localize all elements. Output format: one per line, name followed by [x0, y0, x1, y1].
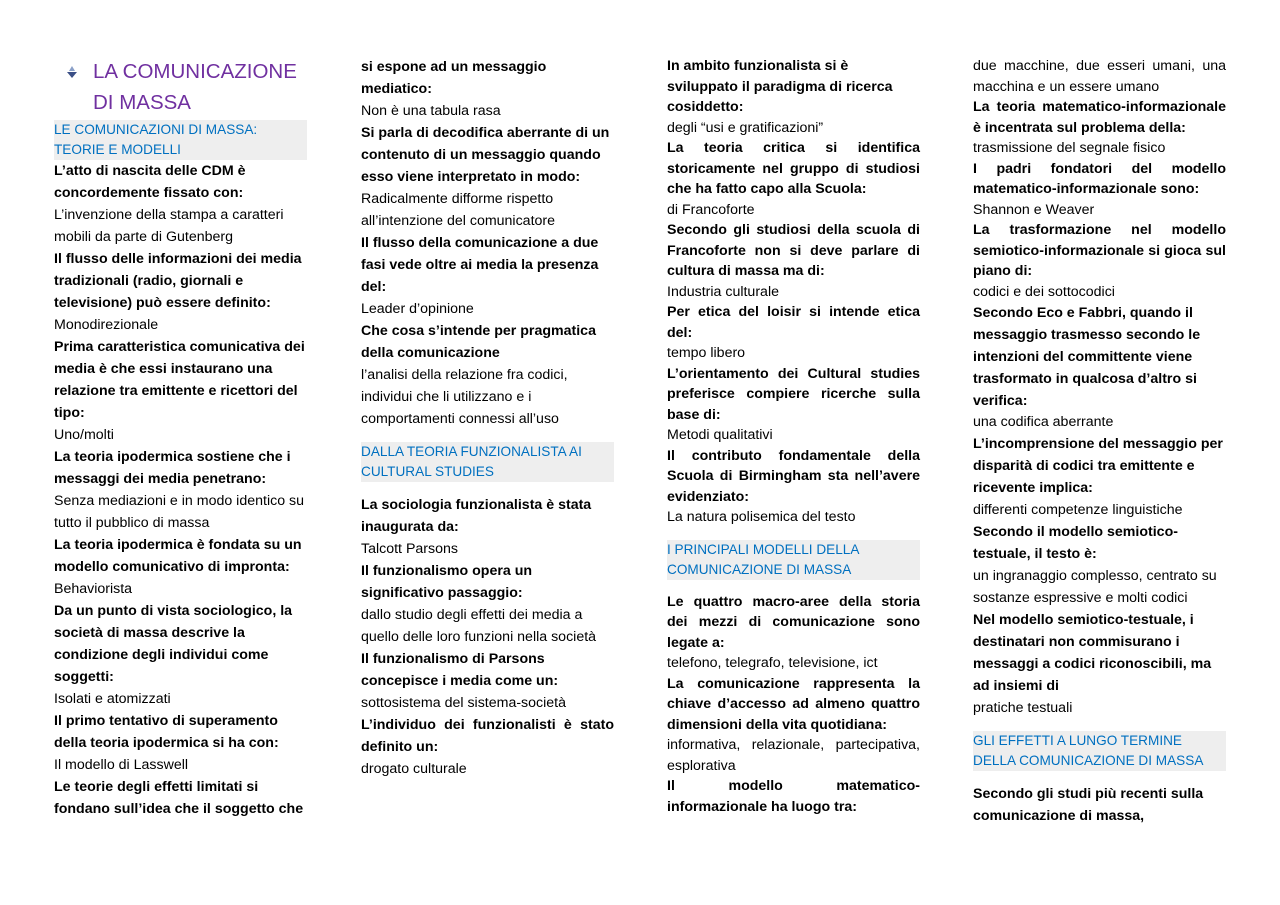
question: Secondo il modello semiotico-testuale, il testo è: — [973, 523, 1178, 562]
question: La sociologia funzionalista è stata inaugurata da: — [361, 497, 592, 535]
question: La teoria ipodermica è fondata su un modello comunicativo di impronta: — [54, 537, 302, 575]
question: Il modello matematico-informazionale ha luogo tra: — [667, 778, 920, 815]
question: La teoria critica si identifica storicamente nel gruppo di studiosi che ha fatto capo alla Scuola: — [667, 140, 920, 197]
answer: Isolati e atomizzati — [54, 691, 171, 707]
answer: Behaviorista — [54, 581, 133, 597]
question: Si parla di decodifica aberrante di un contenuto di un messaggio quando esso viene interpretato in modo: — [361, 125, 610, 185]
question: L’orientamento dei Cultural studies preferisce compiere ricerche sulla base di: — [667, 365, 920, 423]
answer: Il modello di Lasswell — [54, 757, 189, 773]
answer: Metodi qualitativi — [667, 427, 773, 443]
column-2 — [361, 56, 614, 780]
question: Secondo Eco e Fabbri, quando il messaggio trasmesso secondo le intenzioni del committente viene trasformato in qualcosa d’altro si verifica: — [973, 305, 1201, 409]
page-title: LA COMUNICAZIONE DI MASSA — [93, 60, 297, 114]
section-heading: LE COMUNICAZIONI DI MASSA: TEORIE E MODELLI — [54, 120, 307, 160]
answer: una codifica aberrante — [973, 414, 1114, 430]
question: Le teorie degli effetti limitati si fondano sull’idea che il soggetto che — [54, 779, 304, 817]
question: si espone ad un messaggio mediatico: — [361, 59, 547, 97]
answer: trasmissione del segnale fisico — [973, 140, 1166, 156]
answer: dallo studio degli effetti dei media a quello delle loro funzioni nella società — [361, 607, 597, 645]
answer: Monodirezionale — [54, 317, 159, 333]
column-1 — [54, 56, 307, 820]
section-heading: GLI EFFETTI A LUNGO TERMINE DELLA COMUNICAZIONE DI MASSA — [973, 731, 1226, 771]
answer: Senza mediazioni e in modo identico su tutto il pubblico di massa — [54, 493, 305, 531]
question: L’incomprensione del messaggio per disparità di codici tra emittente e ricevente implica: — [973, 435, 1223, 496]
answer: tempo libero — [667, 345, 746, 361]
answer: Non è una tabula rasa — [361, 103, 501, 119]
question: Prima caratteristica comunicativa dei media è che essi instaurano una relazione tra emittente e ricettori del tipo: — [54, 339, 305, 421]
answer: codici e dei sottocodici — [973, 283, 1115, 300]
answer: l’analisi della relazione fra codici, individui che li utilizzano e i comportamenti connessi all’uso — [361, 367, 568, 427]
column-3 — [667, 56, 920, 817]
answer: L’invenzione della stampa a caratteri mobili da parte di Gutenberg — [54, 207, 284, 245]
question: La trasformazione nel modello semiotico-informazionale si gioca sul piano di: — [973, 222, 1226, 279]
question: Il flusso della comunicazione a due fasi vede oltre ai media la presenza del: — [361, 235, 599, 295]
section-heading: DALLA TEORIA FUNZIONALISTA AI CULTURAL STUDIES — [361, 442, 614, 482]
column-4 — [973, 56, 1226, 827]
answer: due macchine, due esseri umani, una macchina e un essere umano — [973, 58, 1226, 95]
answer: sottosistema del sistema-società — [361, 695, 567, 711]
answer: informativa, relazionale, partecipativa, esplorativa — [667, 737, 920, 774]
answer: Leader d’opinione — [361, 301, 474, 317]
question: Secondo gli studiosi della scuola di Francoforte non si deve parlare di cultura di massa ma di: — [667, 222, 920, 279]
section-heading: I PRINCIPALI MODELLI DELLA COMUNICAZIONE DI MASSA — [667, 540, 920, 580]
answer: di Francoforte — [667, 201, 755, 218]
title-block — [54, 56, 307, 118]
question: Il primo tentativo di superamento della teoria ipodermica si ha con: — [54, 713, 279, 751]
question: L’individuo dei funzionalisti è stato definito un: — [361, 717, 614, 755]
question: Le quattro macro-aree della storia dei mezzi di comunicazione sono legate a: — [667, 593, 920, 651]
answer: differenti competenze linguistiche — [973, 501, 1183, 518]
question: I padri fondatori del modello matematico-informazionale sono: — [973, 160, 1226, 197]
question: Che cosa s’intende per pragmatica della comunicazione — [361, 323, 596, 361]
question: La teoria ipodermica sostiene che i messaggi dei media penetrano: — [54, 449, 291, 487]
question: La comunicazione rappresenta la chiave d’accesso ad almeno quattro dimensioni della vita quotidiana: — [667, 675, 920, 733]
answer: Uno/molti — [54, 427, 114, 443]
answer: drogato culturale — [361, 761, 467, 777]
answer: un ingranaggio complesso, centrato su sostanze espressive e molti codici — [973, 567, 1217, 606]
question: Nel modello semiotico-testuale, i destinatari non commisurano i messaggi a codici riconoscibili, ma ad insiemi di — [973, 611, 1212, 694]
question: L’atto di nascita delle CDM è concordemente fissato con: — [54, 163, 246, 201]
question: Secondo gli studi più recenti sulla comunicazione di massa, — [973, 785, 1204, 824]
question: Il contributo fondamentale della Scuola di Birmingham sta nell’avere evidenziato: — [667, 447, 920, 505]
question: Da un punto di vista sociologico, la società di massa descrive la condizione degli individui come soggetti: — [54, 603, 293, 685]
answer: pratiche testuali — [973, 699, 1073, 716]
answer: Talcott Parsons — [361, 541, 458, 557]
answer: Shannon e Weaver — [973, 201, 1095, 218]
answer: telefono, telegrafo, televisione, ict — [667, 655, 878, 671]
question: Il funzionalismo opera un significativo passaggio: — [361, 563, 533, 601]
answer: degli “usi e gratificazioni” — [667, 119, 824, 136]
question: In ambito funzionalista si è sviluppato il paradigma di ricerca cosiddetto: — [667, 58, 893, 115]
answer: Industria culturale — [667, 283, 779, 300]
arrow-bullet-icon — [65, 66, 79, 78]
question: Il funzionalismo di Parsons concepisce i media come un: — [361, 651, 559, 689]
answer: Radicalmente difforme rispetto all’intenzione del comunicatore — [361, 191, 556, 229]
answer: La natura polisemica del testo — [667, 509, 856, 525]
question: Per etica del loisir si intende etica del: — [667, 304, 920, 341]
question: Il flusso delle informazioni dei media tradizionali (radio, giornali e televisione) può essere definito: — [54, 251, 302, 311]
question: La teoria matematico-informazionale è incentrata sul problema della: — [973, 99, 1226, 136]
